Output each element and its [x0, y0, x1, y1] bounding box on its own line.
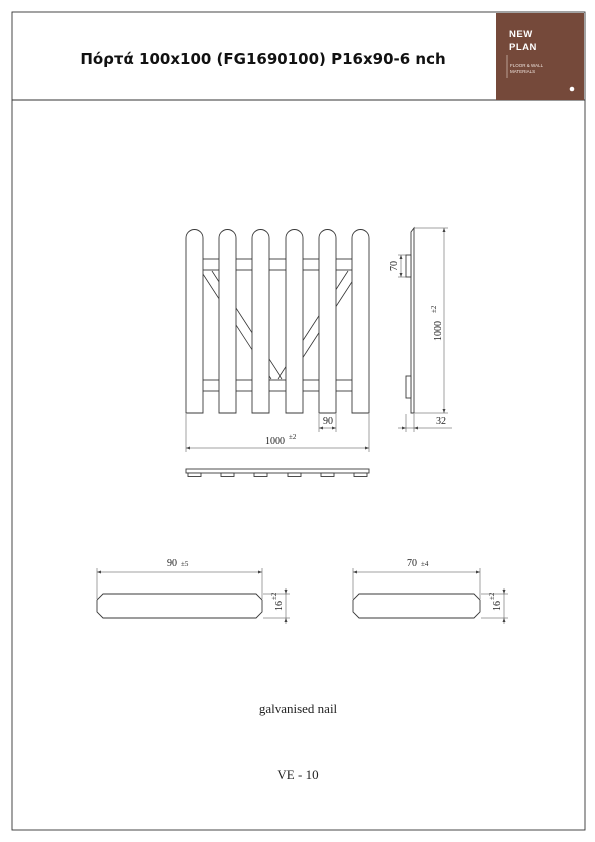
- logo-word-plan: PLAN: [509, 42, 537, 53]
- rail-profile-thickness-tolerance: ±2: [488, 592, 496, 600]
- picket-2: [219, 230, 236, 414]
- picket-5: [319, 230, 336, 414]
- logo-dot-icon: [570, 87, 575, 92]
- overall-width-tolerance: ±2: [289, 433, 297, 441]
- logo-background: [496, 13, 584, 100]
- top-view-slat-4: [288, 473, 301, 477]
- brand-logo: [496, 13, 584, 100]
- picket-4: [286, 230, 303, 414]
- picket-profile-thickness-dimension: [263, 588, 290, 624]
- picket-profile-width-label: 90: [167, 558, 177, 569]
- rail-profile-width-tolerance: ±4: [421, 560, 429, 568]
- overall-width-label: 1000: [265, 436, 285, 447]
- picket-width-label: 90: [323, 416, 333, 427]
- side-view-lower-rail: [406, 376, 411, 398]
- top-view-slat-3: [254, 473, 267, 477]
- top-view-board: [186, 469, 369, 473]
- rail-profile-thickness-dimension: [481, 588, 508, 624]
- gate-top-view: [186, 469, 369, 477]
- rail-profile: [353, 558, 508, 624]
- picket-width-dimension: [319, 414, 336, 432]
- page-title: Πόρτά 100x100 (FG1690100) P16x90-6 nch: [80, 50, 446, 68]
- top-view-slat-1: [188, 473, 201, 477]
- side-view-picket: [411, 228, 414, 413]
- logo-tagline-2: MATERIALS: [510, 69, 536, 74]
- picket-3: [252, 230, 269, 414]
- picket-profile-width-tolerance: ±5: [181, 560, 189, 568]
- rail-height-label: 70: [389, 261, 400, 271]
- rail-height-dimension: [389, 255, 406, 277]
- drawing-code: VE - 10: [277, 767, 319, 782]
- picket-profile-thickness-label: 16: [274, 601, 285, 611]
- picket-6: [352, 230, 369, 414]
- top-view-slat-2: [221, 473, 234, 477]
- overall-height-label: 1000: [433, 321, 444, 341]
- overall-height-tolerance: ±2: [430, 305, 438, 313]
- top-view-slat-6: [354, 473, 367, 477]
- depth-label: 32: [436, 416, 446, 427]
- picket-profile-shape: [97, 594, 262, 618]
- picket-profile-width-dimension: [97, 558, 262, 599]
- rail-profile-width-dimension: [353, 558, 480, 599]
- picket-profile-thickness-tolerance: ±2: [270, 592, 278, 600]
- rail-profile-thickness-label: 16: [492, 601, 503, 611]
- top-view-slat-5: [321, 473, 334, 477]
- logo-word-new: NEW: [509, 29, 533, 40]
- picket-1: [186, 230, 203, 414]
- depth-dimension: [398, 414, 452, 432]
- side-view-upper-rail: [406, 255, 411, 277]
- rail-profile-width-label: 70: [407, 558, 417, 569]
- fastener-note: galvanised nail: [258, 701, 338, 716]
- rail-profile-shape: [353, 594, 480, 618]
- gate-front-view: [186, 230, 369, 453]
- gate-side-view: [389, 228, 452, 432]
- picket-profile: [97, 558, 290, 624]
- overall-height-dimension: [414, 228, 448, 413]
- overall-width-dimension: [186, 414, 369, 452]
- brace-left: [201, 271, 282, 379]
- logo-tagline-1: FLOOR & WALL: [510, 63, 544, 68]
